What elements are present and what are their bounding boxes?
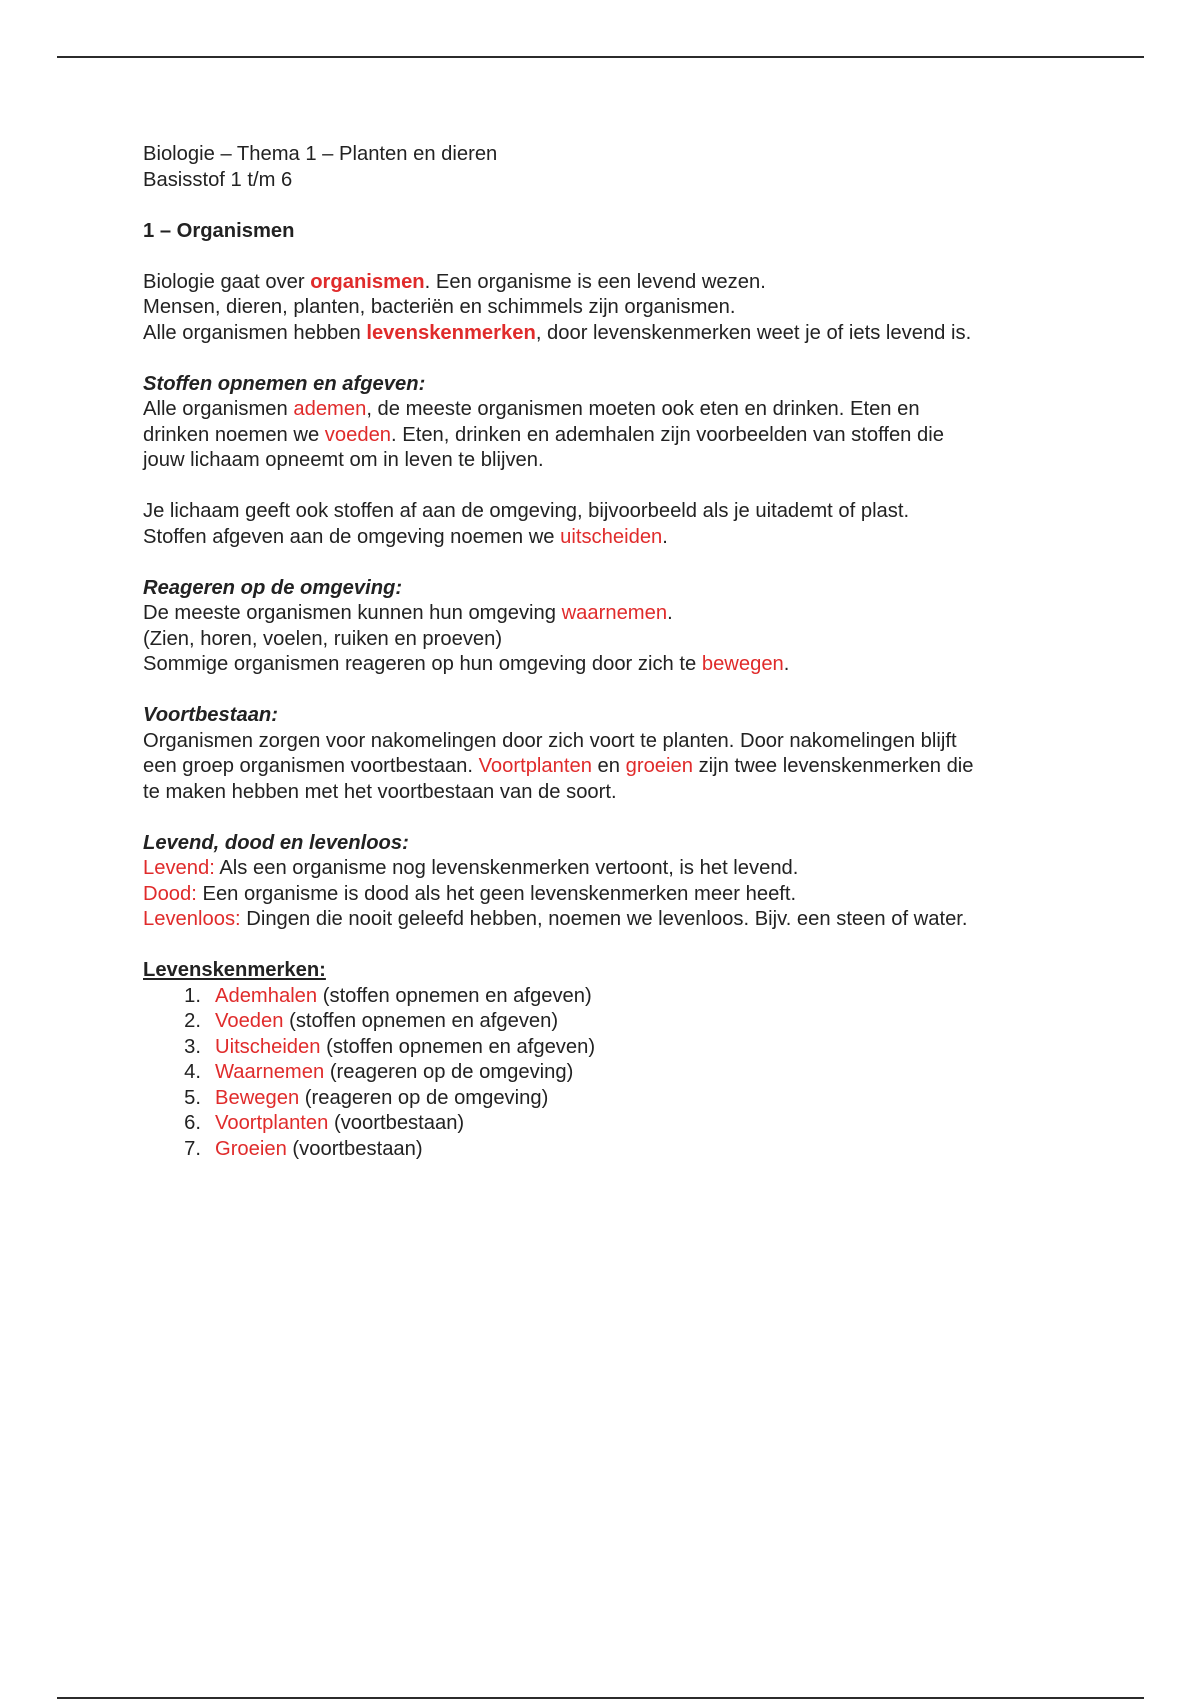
voortbestaan-paragraph <box>143 729 1083 806</box>
term-levend: Levend: <box>143 857 215 879</box>
term-waarnemen: waarnemen <box>561 602 668 624</box>
body-text: drinken noemen we <box>143 423 325 446</box>
list-term: Bewegen <box>215 1086 300 1109</box>
term-voortplanten: Voortplanten <box>478 755 592 777</box>
body-text: (Zien, horen, voelen, ruiken en proeven) <box>143 627 503 650</box>
definition-text: Als een organisme nog levenskenmerken vertoont, is het levend. <box>214 857 799 879</box>
definition-text: Een organisme is dood als het geen levenskenmerken meer heeft. <box>196 882 797 905</box>
list-item <box>143 1111 1083 1137</box>
list-item <box>143 984 1083 1010</box>
list-number: 1. <box>184 984 201 1007</box>
list-term: Voeden <box>215 1010 284 1032</box>
body-text: . Eten, drinken en ademhalen zijn voorbeelden van stoffen die <box>391 423 944 446</box>
body-text: Stoffen afgeven aan de omgeving noemen we <box>143 525 561 548</box>
body-text: zijn twee levenskenmerken die <box>692 755 974 777</box>
list-note: (voortbestaan) <box>286 1137 423 1160</box>
list-note: (reageren op de omgeving) <box>324 1061 574 1083</box>
definition-text: Dingen die nooit geleefd hebben, noemen we levenloos. Bijv. een steen of water. <box>240 908 968 930</box>
document-subtitle: Basisstof 1 t/m 6 <box>143 168 293 191</box>
intro-text: Alle organismen hebben <box>143 321 367 344</box>
list-item <box>143 1035 1083 1061</box>
levend-definitions <box>143 856 1083 933</box>
key-term-levenskenmerken: levenskenmerken <box>366 321 536 344</box>
list-number: 5. <box>184 1086 201 1109</box>
footer-rule <box>57 1697 1144 1699</box>
list-term: Ademhalen <box>215 984 318 1007</box>
list-number: 7. <box>184 1137 201 1160</box>
term-bewegen: bewegen <box>701 653 784 675</box>
body-text: . <box>662 525 668 548</box>
list-term: Waarnemen <box>215 1061 325 1083</box>
body-text: Alle organismen <box>143 398 294 420</box>
body-text: en <box>591 755 626 777</box>
body-text: . <box>667 602 673 624</box>
heading-reageren: Reageren op de omgeving: <box>143 576 403 599</box>
body-text: te maken hebben met het voortbestaan van de soort. <box>143 780 617 803</box>
section-title: 1 – Organismen <box>143 219 295 242</box>
list-item <box>143 1137 1083 1163</box>
body-text: Organismen zorgen voor nakomelingen door zich voort te planten. Door nakomelingen blijft <box>143 729 957 752</box>
document-header <box>143 142 1083 193</box>
heading-levend: Levend, dood en levenloos: <box>143 831 409 854</box>
stoffen-paragraph-2 <box>143 499 1083 550</box>
term-uitscheiden: uitscheiden <box>560 525 663 548</box>
header-rule <box>57 56 1144 58</box>
term-dood: Dood: <box>143 882 197 905</box>
body-text: . <box>783 653 790 675</box>
heading-voortbestaan: Voortbestaan: <box>143 704 278 726</box>
document-title: Biologie – Thema 1 – Planten en dieren <box>143 143 498 165</box>
heading-levenskenmerken: Levenskenmerken: <box>143 959 326 981</box>
list-item <box>143 1060 1083 1086</box>
intro-text: Biologie gaat over <box>143 270 311 293</box>
list-number: 6. <box>184 1112 201 1134</box>
levenskenmerken-list <box>143 984 1083 1163</box>
document-page <box>143 142 1083 1162</box>
list-term: Voortplanten <box>215 1112 329 1134</box>
intro-text: Mensen, dieren, planten, bacteriën en schimmels zijn organismen. <box>143 296 736 318</box>
list-item <box>143 1086 1083 1112</box>
body-text: jouw lichaam opneemt om in leven te blijven. <box>143 449 544 471</box>
key-term-organismen: organismen <box>310 270 425 293</box>
body-text: Je lichaam geeft ook stoffen af aan de omgeving, bijvoorbeeld als je uitademt of plast. <box>143 500 910 522</box>
body-text: een groep organismen voortbestaan. <box>143 755 479 777</box>
list-note: (stoffen opnemen en afgeven) <box>320 1035 596 1058</box>
term-levenloos: Levenloos: <box>143 908 241 930</box>
list-number: 2. <box>184 1010 201 1032</box>
intro-text: . Een organisme is een levend wezen. <box>424 270 766 293</box>
term-ademen: ademen <box>293 398 367 420</box>
list-item <box>143 1009 1083 1035</box>
stoffen-paragraph-1 <box>143 397 1083 474</box>
list-term: Groeien <box>215 1137 287 1160</box>
list-number: 3. <box>184 1035 201 1058</box>
reageren-paragraph <box>143 601 1083 678</box>
term-groeien: groeien <box>625 755 693 777</box>
intro-text: , door levenskenmerken weet je of iets levend is. <box>535 321 972 344</box>
intro-paragraph <box>143 270 1083 347</box>
list-note: (voortbestaan) <box>328 1112 465 1134</box>
list-note: (reageren op de omgeving) <box>299 1086 549 1109</box>
list-note: (stoffen opnemen en afgeven) <box>317 984 592 1007</box>
heading-stoffen: Stoffen opnemen en afgeven: <box>143 372 426 395</box>
body-text: De meeste organismen kunnen hun omgeving <box>143 602 562 624</box>
body-text: Sommige organismen reageren op hun omgeving door zich te <box>143 653 702 675</box>
list-note: (stoffen opnemen en afgeven) <box>283 1010 559 1032</box>
body-text: , de meeste organismen moeten ook eten en drinken. Eten en <box>366 398 920 420</box>
list-number: 4. <box>184 1061 201 1083</box>
term-voeden: voeden <box>324 423 392 446</box>
list-term: Uitscheiden <box>215 1035 321 1058</box>
